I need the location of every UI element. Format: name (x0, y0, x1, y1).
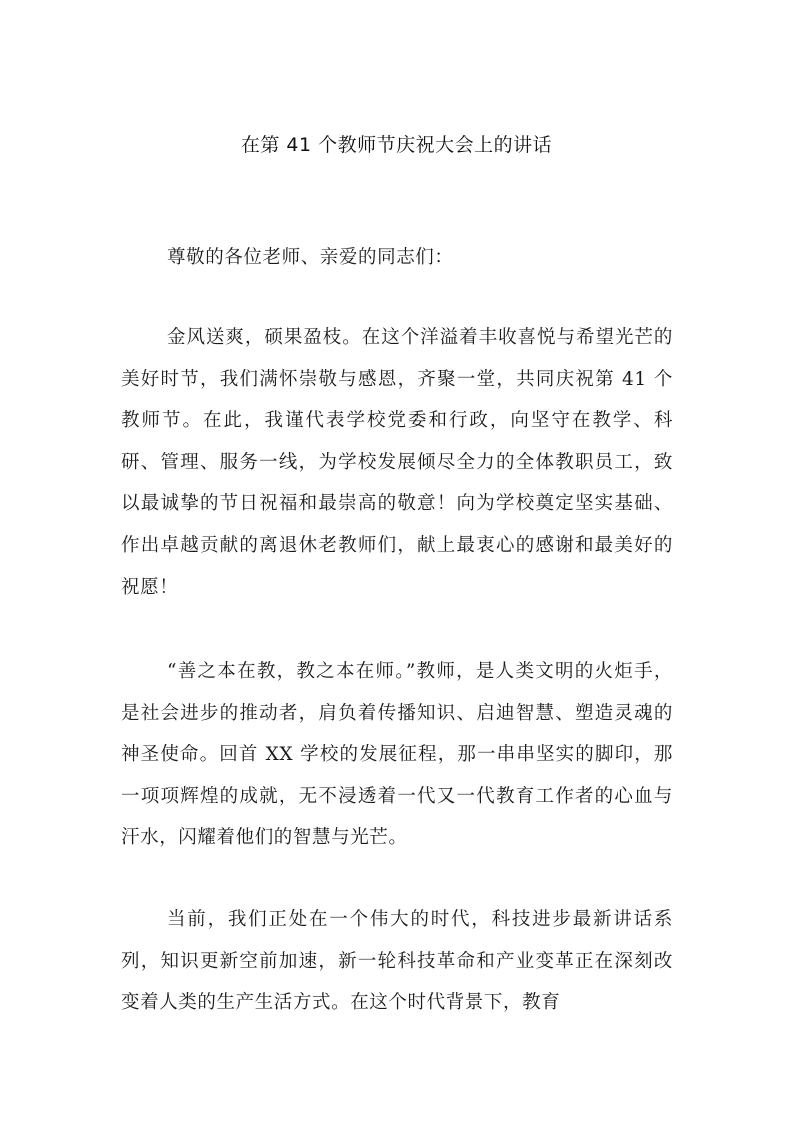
salutation: 尊敬的各位老师、亲爱的同志们： (167, 247, 454, 268)
paragraph-2: “善之本在教，教之本在师。”教师，是人类文明的火炬手，是社会进步的推动者，肩负着传播知识、启迪智慧、塑造灵魂的神圣使命。回首 XX 学校的发展征程，那一串串坚实的脚印，那一项项辉煌的成就，无不浸透着一代又一代教育工作者的心血与汗水，闪耀着他们的智慧与光芒。 (121, 661, 673, 849)
paragraph-3: 当前，我们正处在一个伟大的时代，科技进步最新讲话系列，知识更新空前加速，新一轮科技革命和产业变革正在深刻改变着人类的生产生活方式。在这个时代背景下，教育 (121, 909, 673, 1014)
paragraph-1: 金风送爽，硕果盈枝。在这个洋溢着丰收喜悦与希望光芒的美好时节，我们满怀崇敬与感恩，齐聚一堂，共同庆祝第 41 个教师节。在此，我谨代表学校党委和行政，向坚守在教学、科研、管理、服务一线，为学校发展倾尽全力的全体教职员工，致以最诚挚的节日祝福和最崇高的敬意！向为学校奠定坚实基础、作出卓越贡献的离退休老教师们，献上最衷心的感谢和最美好的祝愿！ (121, 327, 673, 598)
page-title: 在第 41 个教师节庆祝大会上的讲话 (240, 134, 553, 156)
